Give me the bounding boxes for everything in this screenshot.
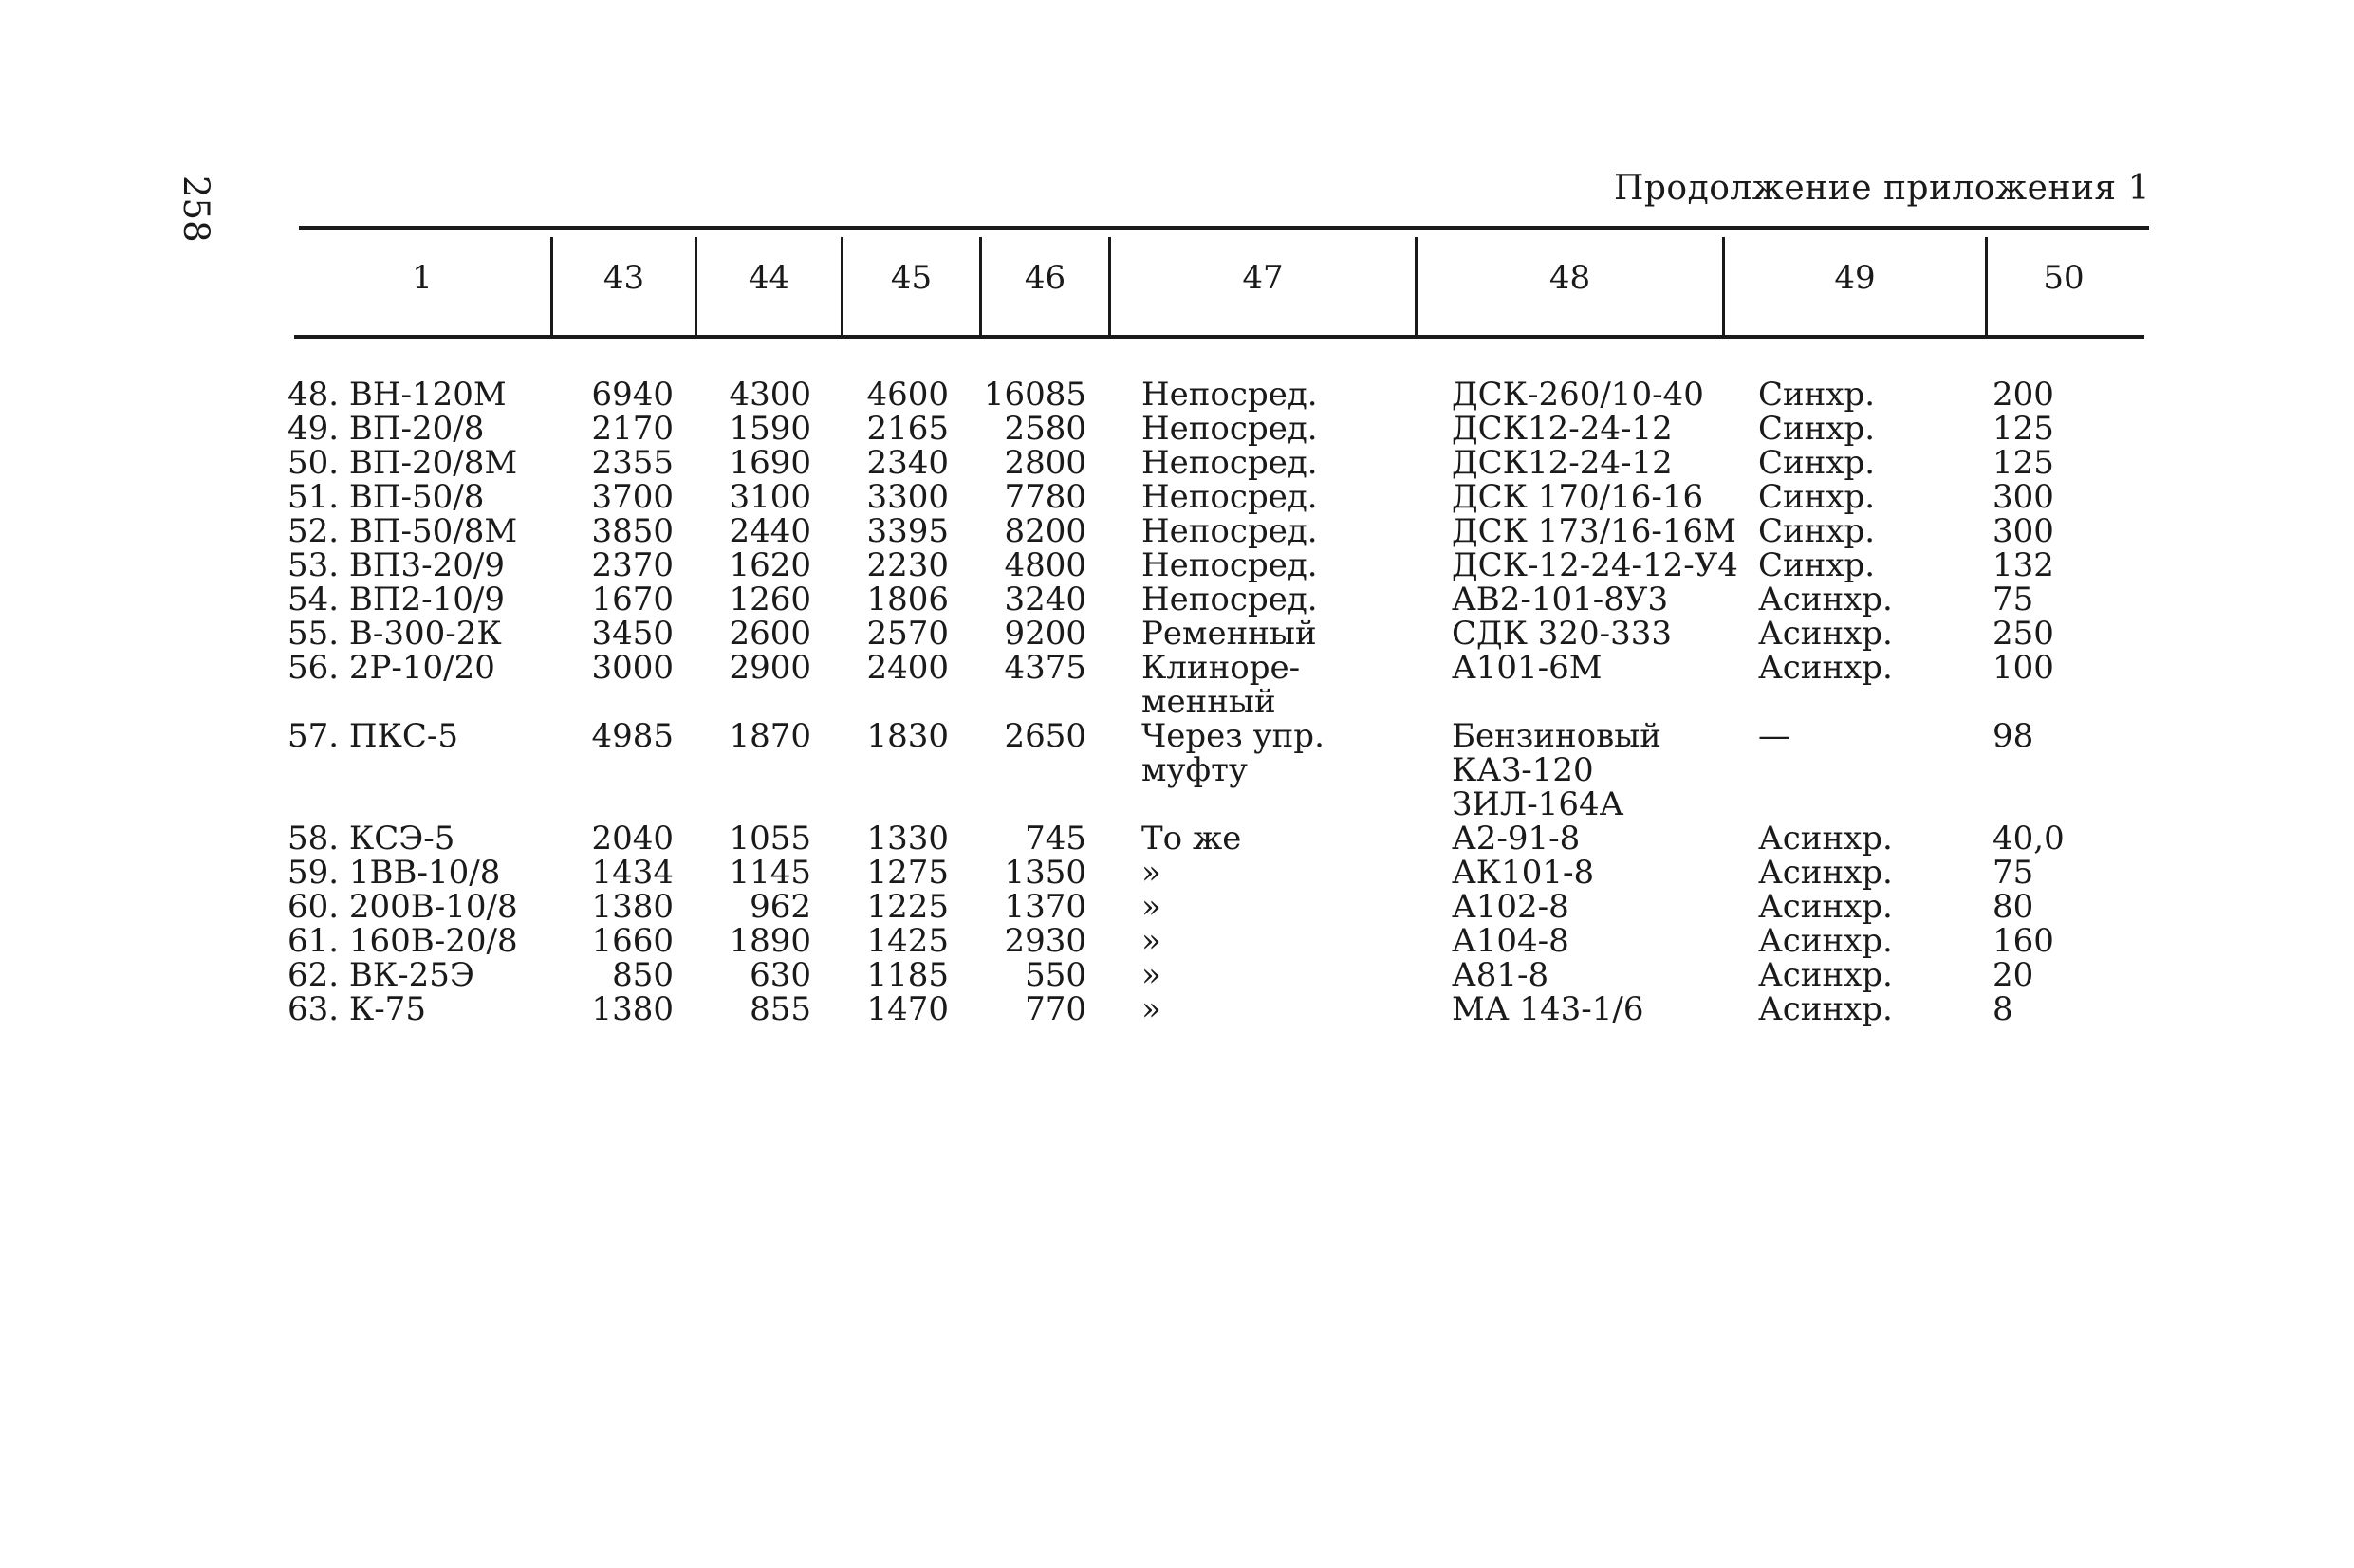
column-header: 1: [412, 259, 433, 297]
cell-49: Асинхр.: [1758, 615, 1893, 653]
cell-47: »: [1141, 854, 1161, 892]
cell-50: 300: [1993, 512, 2054, 550]
cell-45: 2230: [866, 546, 949, 584]
cell-47: Через упр.: [1141, 717, 1325, 755]
row-name: 54. ВП2-10/9: [287, 581, 505, 618]
column-header: 47: [1242, 259, 1284, 297]
cell-45: 2340: [866, 444, 949, 482]
cell-43: 1660: [591, 922, 674, 960]
cell-47: Непосред.: [1141, 478, 1318, 516]
cell-48: ДСК 173/16-16М: [1452, 512, 1736, 550]
cell-46: 1350: [1004, 854, 1086, 892]
cell-47: »: [1141, 990, 1161, 1028]
cell-46: 4800: [1004, 546, 1086, 584]
cell-49: Синхр.: [1758, 376, 1876, 414]
cell-46: 550: [1025, 956, 1086, 994]
header-bottom-rule: [294, 335, 2144, 339]
cell-43: 4985: [591, 717, 674, 755]
cell-49: Асинхр.: [1758, 820, 1893, 858]
cell-48: АК101-8: [1452, 854, 1595, 892]
cell-50: 250: [1993, 615, 2054, 653]
row-name: 60. 200В-10/8: [287, 888, 518, 926]
cell-43: 1670: [591, 581, 674, 618]
cell-43: 2355: [591, 444, 674, 482]
cell-49: Синхр.: [1758, 546, 1876, 584]
cell-45: 1425: [866, 922, 949, 960]
cell-46: 2930: [1004, 922, 1086, 960]
cell-45: 3300: [866, 478, 949, 516]
cell-44: 4300: [729, 376, 811, 414]
row-name: 52. ВП-50/8М: [287, 512, 518, 550]
cell-46: 9200: [1004, 615, 1086, 653]
cell-44: 3100: [729, 478, 811, 516]
cell-49: Синхр.: [1758, 444, 1876, 482]
cell-47: Клиноре-: [1141, 649, 1301, 687]
continuation-title: Продолжение приложения 1: [1613, 169, 2150, 208]
cell-43: 3450: [591, 615, 674, 653]
cell-50: 40,0: [1993, 820, 2065, 858]
cell-46: 2800: [1004, 444, 1086, 482]
cell-48: ДСК 170/16-16: [1452, 478, 1704, 516]
cell-48: МА 143-1/6: [1452, 990, 1644, 1028]
cell-45: 1830: [866, 717, 949, 755]
column-header: 45: [890, 259, 933, 297]
cell-50: 20: [1993, 956, 2034, 994]
cell-46: 8200: [1004, 512, 1086, 550]
cell-50: 75: [1993, 581, 2034, 618]
cell-43: 3850: [591, 512, 674, 550]
cell-44: 1870: [729, 717, 811, 755]
cell-45: 2165: [866, 410, 949, 448]
row-name: 55. В-300-2К: [287, 615, 502, 653]
cell-45: 1225: [866, 888, 949, 926]
cell-49: Синхр.: [1758, 410, 1876, 448]
row-name: 50. ВП-20/8М: [287, 444, 518, 482]
cell-48: ДСК12-24-12: [1452, 410, 1673, 448]
cell-49: Асинхр.: [1758, 990, 1893, 1028]
column-header: 50: [2043, 259, 2085, 297]
row-name: 61. 160В-20/8: [287, 922, 518, 960]
cell-43: 1380: [591, 990, 674, 1028]
cell-47: То же: [1141, 820, 1242, 858]
cell-50: 132: [1993, 546, 2054, 584]
row-name: 49. ВП-20/8: [287, 410, 485, 448]
cell-45: 1470: [866, 990, 949, 1028]
cell-48: КАЗ-120: [1452, 751, 1594, 789]
cell-48: А102-8: [1452, 888, 1569, 926]
cell-46: 7780: [1004, 478, 1086, 516]
page-number: 258: [176, 175, 216, 243]
cell-47: »: [1141, 922, 1161, 960]
cell-43: 3700: [591, 478, 674, 516]
cell-50: 100: [1993, 649, 2054, 687]
cell-46: 2580: [1004, 410, 1086, 448]
cell-47: Непосред.: [1141, 581, 1318, 618]
cell-45: 1275: [866, 854, 949, 892]
row-name: 56. 2Р-10/20: [287, 649, 495, 687]
row-name: 51. ВП-50/8: [287, 478, 485, 516]
cell-50: 300: [1993, 478, 2054, 516]
cell-50: 98: [1993, 717, 2034, 755]
cell-49: Синхр.: [1758, 512, 1876, 550]
cell-46: 16085: [983, 376, 1086, 414]
cell-49: Асинхр.: [1758, 854, 1893, 892]
cell-47: »: [1141, 888, 1161, 926]
row-name: 58. КСЭ-5: [287, 820, 455, 858]
column-header: 48: [1548, 259, 1591, 297]
cell-46: 745: [1025, 820, 1086, 858]
cell-47: »: [1141, 956, 1161, 994]
cell-44: 855: [750, 990, 811, 1028]
cell-43: 850: [612, 956, 674, 994]
cell-43: 2370: [591, 546, 674, 584]
row-name: 63. К-75: [287, 990, 426, 1028]
cell-49: —: [1758, 717, 1790, 755]
cell-48: АВ2-101-8У3: [1452, 581, 1669, 618]
cell-45: 2400: [866, 649, 949, 687]
cell-50: 8: [1993, 990, 2013, 1028]
cell-43: 1434: [591, 854, 674, 892]
cell-46: 1370: [1004, 888, 1086, 926]
cell-49: Асинхр.: [1758, 956, 1893, 994]
cell-43: 2040: [591, 820, 674, 858]
cell-48: ДСК-12-24-12-У4: [1452, 546, 1738, 584]
cell-50: 75: [1993, 854, 2034, 892]
cell-44: 2440: [729, 512, 811, 550]
cell-47: муфту: [1141, 751, 1248, 789]
cell-47: Непосред.: [1141, 444, 1318, 482]
column-header: 46: [1024, 259, 1066, 297]
cell-48: А104-8: [1452, 922, 1569, 960]
row-name: 62. ВК-25Э: [287, 956, 474, 994]
cell-45: 2570: [866, 615, 949, 653]
cell-45: 1185: [866, 956, 949, 994]
cell-49: Асинхр.: [1758, 888, 1893, 926]
cell-45: 1806: [866, 581, 949, 618]
cell-44: 1055: [729, 820, 811, 858]
cell-44: 1890: [729, 922, 811, 960]
column-header: 49: [1834, 259, 1876, 297]
cell-44: 1145: [729, 854, 811, 892]
cell-46: 2650: [1004, 717, 1086, 755]
cell-45: 1330: [866, 820, 949, 858]
cell-49: Асинхр.: [1758, 649, 1893, 687]
cell-48: ДСК-260/10-40: [1452, 376, 1704, 414]
cell-44: 1590: [729, 410, 811, 448]
cell-48: А81-8: [1452, 956, 1549, 994]
cell-47: Ременный: [1141, 615, 1317, 653]
cell-48: Бензиновый: [1452, 717, 1661, 755]
cell-48: ЗИЛ-164А: [1452, 785, 1624, 823]
cell-44: 1620: [729, 546, 811, 584]
row-name: 57. ПКС-5: [287, 717, 458, 755]
cell-46: 770: [1025, 990, 1086, 1028]
cell-44: 1260: [729, 581, 811, 618]
cell-48: СДК 320-333: [1452, 615, 1673, 653]
cell-47: Непосред.: [1141, 546, 1318, 584]
cell-44: 2600: [729, 615, 811, 653]
cell-48: А2-91-8: [1452, 820, 1581, 858]
table-top-rule: [299, 226, 2149, 230]
cell-43: 6940: [591, 376, 674, 414]
cell-50: 200: [1993, 376, 2054, 414]
column-header: 44: [748, 259, 790, 297]
cell-50: 125: [1993, 410, 2054, 448]
cell-43: 2170: [591, 410, 674, 448]
cell-47: менный: [1141, 683, 1276, 721]
cell-43: 1380: [591, 888, 674, 926]
row-name: 53. ВП3-20/9: [287, 546, 505, 584]
row-name: 59. 1ВВ-10/8: [287, 854, 501, 892]
cell-50: 80: [1993, 888, 2034, 926]
cell-50: 160: [1993, 922, 2054, 960]
cell-48: ДСК12-24-12: [1452, 444, 1673, 482]
cell-46: 3240: [1004, 581, 1086, 618]
cell-49: Синхр.: [1758, 478, 1876, 516]
cell-43: 3000: [591, 649, 674, 687]
column-header: 43: [602, 259, 645, 297]
cell-50: 125: [1993, 444, 2054, 482]
row-name: 48. ВН-120М: [287, 376, 507, 414]
cell-44: 2900: [729, 649, 811, 687]
cell-44: 1690: [729, 444, 811, 482]
cell-45: 4600: [866, 376, 949, 414]
cell-46: 4375: [1004, 649, 1086, 687]
cell-49: Асинхр.: [1758, 922, 1893, 960]
cell-47: Непосред.: [1141, 376, 1318, 414]
cell-47: Непосред.: [1141, 410, 1318, 448]
cell-47: Непосред.: [1141, 512, 1318, 550]
cell-44: 630: [750, 956, 811, 994]
cell-48: А101-6М: [1452, 649, 1603, 687]
cell-44: 962: [750, 888, 811, 926]
cell-45: 3395: [866, 512, 949, 550]
cell-49: Асинхр.: [1758, 581, 1893, 618]
